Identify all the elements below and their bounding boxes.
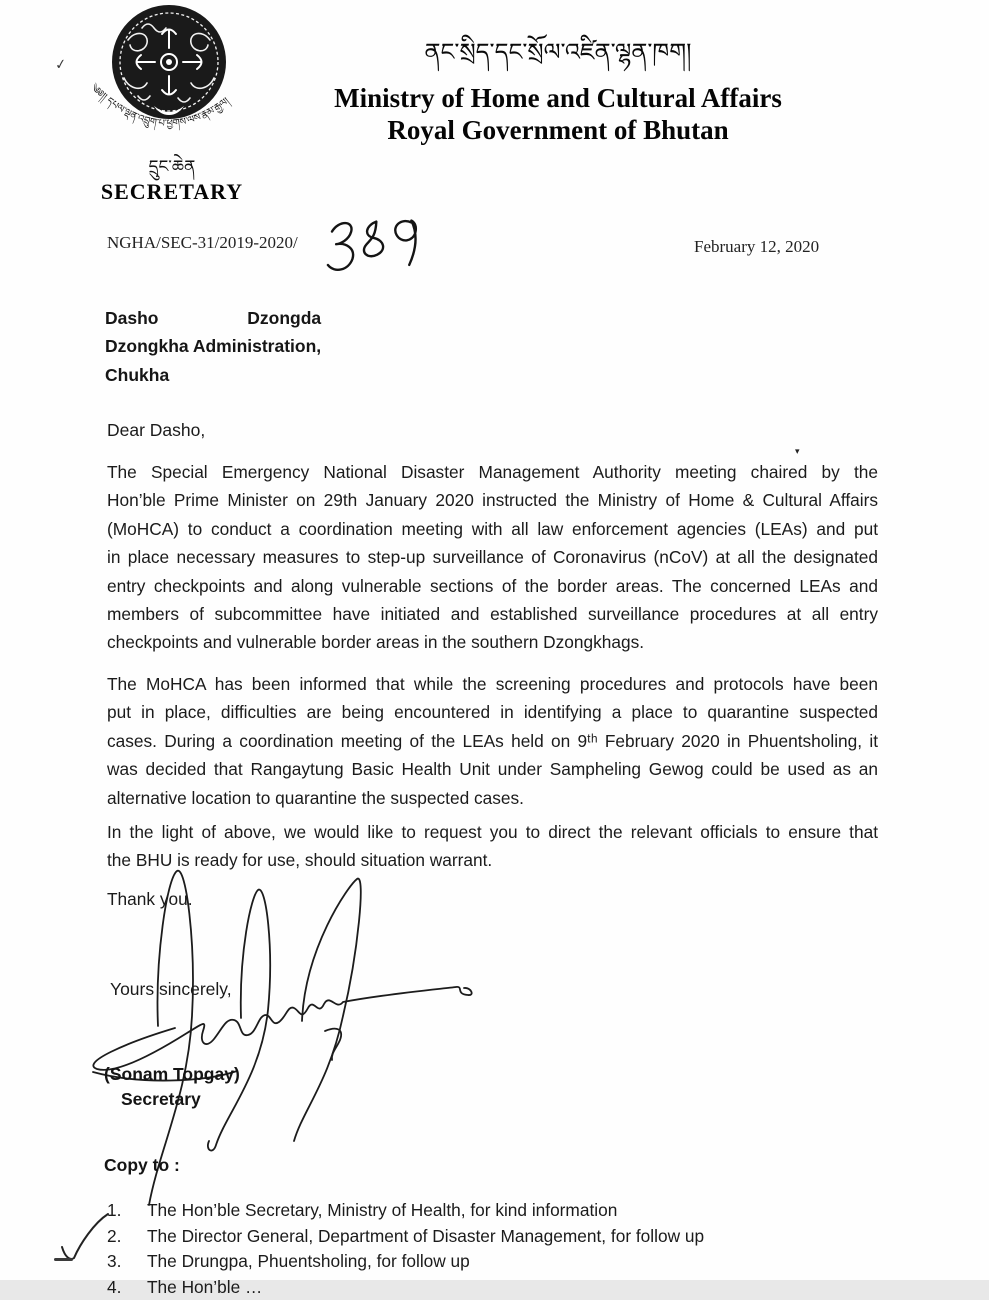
salutation: Dear Dasho, [107, 420, 206, 440]
emblem-arc-dzongkha-text: ༄༅།། དཔལ་ལྡན་འབྲུག་པ་ཕྱོགས་ལས་རྣམ་རྒྱལ། [87, 82, 232, 130]
copy-to-item-text: The Director General, Department of Disaster Management, for follow up [147, 1225, 705, 1246]
text-line: cases. During a coordination meeting of the LEAs held on 9ᵗʰ February 2020 in Phuentsholing, it [107, 730, 878, 751]
letterhead-emblem-block [84, 2, 260, 205]
recipient-address [105, 304, 321, 389]
copy-to-item [107, 1224, 897, 1250]
reference-number: NGHA/SEC-31/2019-2020/ [107, 233, 298, 252]
text-line: Dzongkha Administration, [105, 336, 322, 357]
ministry-title: Ministry of Home and Cultural Affairs [334, 83, 782, 113]
text-line: (MoHCA) to conduct a coordination meeting with all law enforcement agencies (LEAs) and put [107, 518, 878, 539]
text-line: in place necessary measures to step-up surveillance of Coronavirus (nCoV) at all the designated [107, 547, 878, 568]
thank-you-line: Thank you. [107, 889, 193, 909]
text-line: The MoHCA has been informed that while the screening procedures and protocols have been [107, 674, 878, 694]
text-line: alternative location to quarantine the suspected cases. [107, 787, 524, 808]
office-title-dzongkha: དྲུང་ཆེན [148, 157, 196, 176]
text-line: members of subcommittee have initiated and established surveillance procedures at all entry [107, 604, 878, 625]
copy-to-item-text: The Hon’ble … [147, 1276, 263, 1297]
handwritten-dispatch-number [323, 210, 423, 272]
text-line: Chukha [105, 364, 170, 385]
text-line: put in place, difficulties are being encountered in identifying a place to quarantine suspected [107, 702, 878, 723]
text-line: the BHU is ready for use, should situation warrant. [107, 850, 493, 871]
government-title: Royal Government of Bhutan [387, 115, 729, 145]
text-line: Hon’ble Prime Minister on 29th January 2020 instructed the Ministry of Home & Cultural Affairs [107, 490, 878, 511]
signatory-title: Secretary [121, 1089, 201, 1109]
copy-to-item-number: 3. [107, 1251, 122, 1272]
bhutan-emblem-icon [84, 2, 254, 154]
pen-checkmark-top-margin: ✓ [53, 55, 68, 73]
text-line: In the light of above, we would like to request you to direct the relevant officials to ensure that [107, 822, 878, 842]
paragraph-3 [107, 818, 878, 875]
copy-to-item-number: 1. [107, 1200, 122, 1220]
valediction: Yours sincerely, [110, 979, 232, 999]
paragraph-1 [107, 458, 878, 657]
copy-to-item [107, 1198, 897, 1224]
copy-to-item-number: 2. [107, 1225, 122, 1246]
office-title: SECRETARY [100, 179, 244, 204]
copy-to-item-text: The Drungpa, Phuentsholing, for follow up [147, 1251, 470, 1272]
letterhead-titles [268, 24, 848, 146]
copy-to-item [107, 1249, 897, 1275]
copy-to-heading: Copy to : [104, 1155, 180, 1175]
text-line: The Special Emergency National Disaster Management Authority meeting chaired by the [107, 462, 878, 482]
text-line: entry checkpoints and along vulnerable sections of the border areas. The concerned LEAs and [107, 575, 878, 596]
letter-date: February 12, 2020 [694, 237, 820, 256]
text-line: Dasho Dzongda [105, 308, 322, 328]
copy-to-item-text: The Hon’ble Secretary, Ministry of Health, for kind information [147, 1200, 618, 1220]
signatory-name: (Sonam Topgay) [104, 1064, 240, 1084]
margin-dash-mark [54, 1258, 73, 1261]
copy-to-item-number: 4. [107, 1276, 122, 1297]
text-line: was decided that Rangaytung Basic Health Unit under Sampheling Gewog could be used as an [107, 759, 878, 780]
copy-to-list [107, 1198, 897, 1300]
ministry-title-dzongkha: ནང་སྲིད་དང་སྲོལ་འཛིན་ལྷན་ཁག། [424, 39, 692, 66]
paragraph-2 [107, 670, 878, 812]
copy-to-item [107, 1275, 897, 1300]
text-line: checkpoints and vulnerable border areas in the southern Dzongkhags. [107, 632, 645, 653]
ink-speck: ▾ [795, 446, 800, 456]
